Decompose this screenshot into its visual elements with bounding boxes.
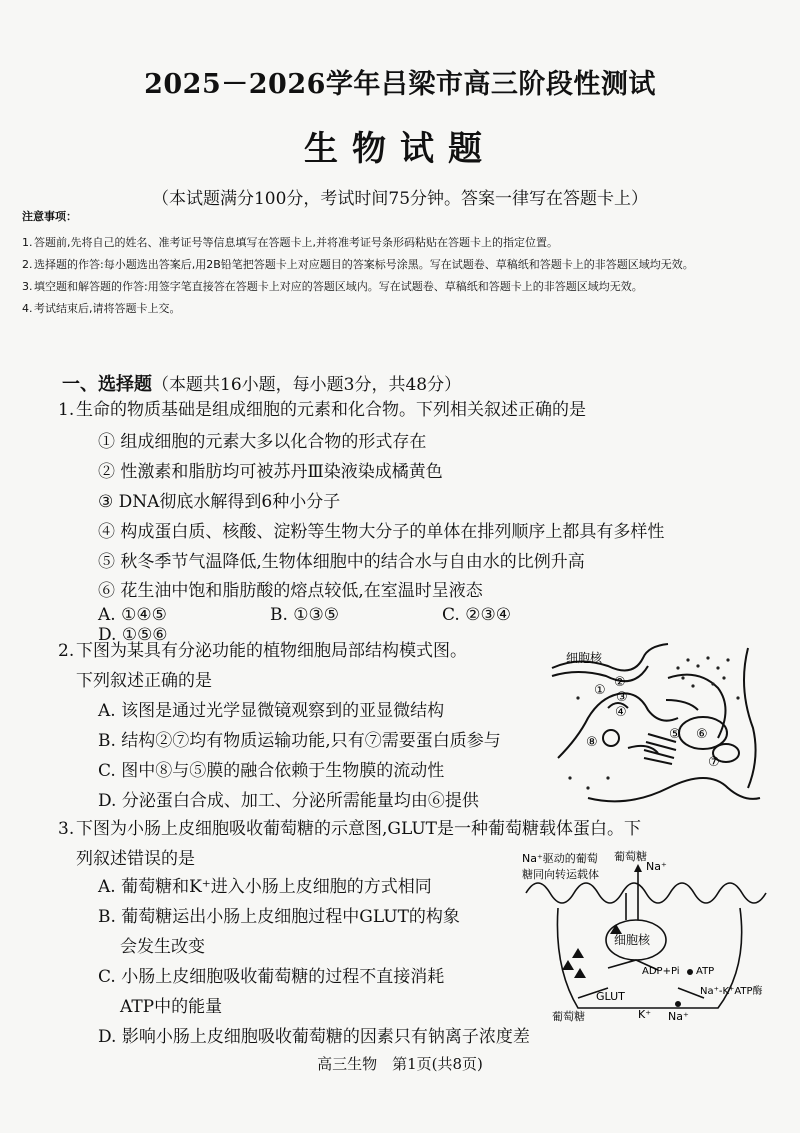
question-number: 3.: [58, 819, 75, 839]
question-2-stem: [58, 636, 546, 696]
q2-option-a: A. 该图是通过光学显微镜观察到的亚显微结构: [98, 701, 445, 721]
subject-title: 生物试题: [304, 129, 496, 169]
section-desc: （本题共16小题，每小题3分，共48分）: [152, 375, 462, 395]
q2-option-b: B. 结构②⑦均有物质运输功能,只有⑦需要蛋白质参与: [98, 731, 501, 751]
na-top-label: Na⁺: [646, 860, 667, 873]
q1-statement: ④ 构成蛋白质、核酸、淀粉等生物大分子的单体在排列顺序上都具有多样性: [98, 522, 665, 542]
q3-option-c: C. 小肠上皮细胞吸收葡萄糖的过程不直接消耗 ATP中的能量: [98, 967, 445, 1017]
nucleus-label: 细胞核: [614, 933, 651, 947]
q1-statement: ⑥ 花生油中饱和脂肪酸的熔点较低,在室温时呈液态: [98, 581, 483, 601]
adp-label: ADP+Pi: [642, 966, 680, 977]
structure-label-5: ⑤: [669, 727, 681, 742]
q3-option-b: B. 葡萄糖运出小肠上皮细胞过程中GLUT的构象 会发生改变: [98, 907, 460, 957]
notice-number: 3.: [22, 280, 33, 293]
notice-number: 2.: [22, 258, 33, 271]
carrier-label-line1: Na⁺驱动的葡萄: [522, 852, 598, 865]
q1-option-c: C. ②③④: [442, 605, 511, 625]
structure-label-1: ①: [594, 683, 606, 698]
section-heading: [62, 370, 461, 396]
notice-item: [22, 298, 782, 320]
question-text: 下图为某具有分泌功能的植物细胞局部结构模式图。: [76, 641, 467, 661]
notice-item: [22, 232, 782, 254]
structure-label-7: ⑦: [708, 755, 720, 770]
question-1-stem: [58, 395, 756, 425]
notice-text: 选择题的作答:每小题选出答案后,用2B铅笔把答题卡上对应题目的答案标号涂黑。写在试题卷、草稿纸和答题卡上的非答题区域均无效。: [34, 258, 694, 271]
q1-statement: ⑤ 秋冬季节气温降低,生物体细胞中的结合水与自由水的比例升高: [98, 552, 585, 572]
exam-info: （本试题满分100分，考试时间75分钟。答案一律写在答题卡上）: [151, 189, 649, 209]
carrier-label-line2: 糖同向转运载体: [522, 868, 599, 881]
question-text: 下图为小肠上皮细胞吸收葡萄糖的示意图,GLUT是一种葡萄糖载体蛋白。下: [76, 819, 642, 839]
question-number: 1.: [58, 400, 75, 420]
exam-title: 2025－2026学年吕梁市高三阶段性测试: [144, 69, 656, 100]
question-number: 2.: [58, 641, 75, 661]
glucose-absorption-diagram: [518, 848, 778, 1023]
question-text: 生命的物质基础是组成细胞的元素和化合物。下列相关叙述正确的是: [76, 400, 586, 420]
structure-label-4: ④: [615, 705, 627, 720]
structure-label-8: ⑧: [586, 735, 598, 750]
notice-title: 注意事项：: [22, 210, 77, 223]
q2-option-c: C. 图中⑧与⑤膜的融合依赖于生物膜的流动性: [98, 761, 445, 781]
q1-statement: ③ DNA彻底水解得到6种小分子: [98, 492, 341, 512]
notice-number: 1.: [22, 236, 33, 249]
structure-label-2: ②: [614, 675, 626, 690]
structure-label-6: ⑥: [696, 727, 708, 742]
glut-label: GLUT: [596, 990, 625, 1003]
pump-label: Na⁺-K⁺ATP酶: [700, 986, 763, 997]
glucose-bottom-label: 葡萄糖: [552, 1010, 585, 1023]
q2-option-d: D. 分泌蛋白合成、加工、分泌所需能量均由⑥提供: [98, 791, 479, 811]
glucose-top-label: 葡萄糖: [614, 850, 647, 863]
q1-option-a: A. ①④⑤: [98, 605, 167, 625]
atp-label: ATP: [696, 966, 715, 977]
page-footer: 高三生物 第1页(共8页): [317, 1055, 483, 1073]
q1-option-d: D. ①⑤⑥: [98, 625, 168, 645]
notice-item: [22, 276, 782, 298]
notice-text: 填空题和解答题的作答:用签字笔直接答在答题卡上对应的答题区域内。写在试题卷、草稿纸和答题卡上的非答题区域均无效。: [34, 280, 643, 293]
notice-block: [22, 208, 782, 320]
plant-cell-diagram: [548, 638, 763, 816]
q3-option-d: D. 影响小肠上皮细胞吸收葡萄糖的因素只有钠离子浓度差: [98, 1027, 530, 1047]
nucleus-label: 细胞核: [566, 651, 603, 665]
notice-text: 考试结束后,请将答题卡上交。: [34, 302, 181, 315]
q1-statement: ① 组成细胞的元素大多以化合物的形式存在: [98, 432, 427, 452]
notice-item: [22, 254, 782, 276]
notice-text: 答题前,先将自己的姓名、准考证号等信息填写在答题卡上,并将准考证号条形码粘贴在答题卡上的指定位置。: [34, 236, 558, 249]
notice-number: 4.: [22, 302, 33, 315]
question-text: 列叙述错误的是: [76, 849, 195, 869]
exam-header: [0, 62, 800, 209]
q1-option-b: B. ①③⑤: [270, 605, 340, 625]
q3-option-a: A. 葡萄糖和K⁺进入小肠上皮细胞的方式相同: [98, 877, 432, 897]
na-bottom-label: Na⁺: [668, 1010, 689, 1023]
section-title: 一、选择题: [62, 374, 152, 395]
q1-statement: ② 性激素和脂肪均可被苏丹Ⅲ染液染成橘黄色: [98, 462, 443, 482]
k-ion-label: K⁺: [638, 1008, 652, 1021]
question-text: 下列叙述正确的是: [76, 671, 212, 691]
structure-label-3: ③: [616, 690, 628, 705]
